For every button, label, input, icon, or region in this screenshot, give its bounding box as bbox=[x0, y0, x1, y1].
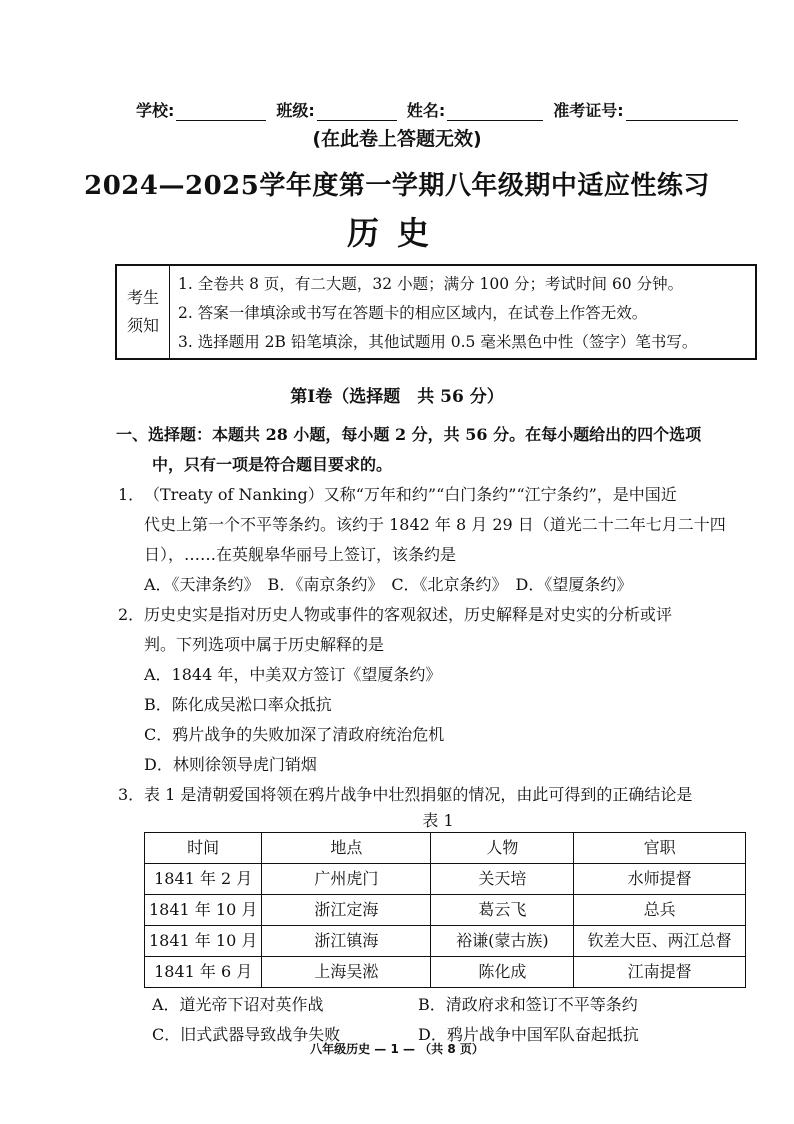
option-d: D．鸦片战争中国军队奋起抵抗 bbox=[418, 1025, 639, 1044]
notes-label bbox=[117, 266, 170, 358]
table-cell: 1841 年 10 月 bbox=[145, 895, 262, 926]
table-header: 时间 bbox=[145, 833, 262, 864]
question-text: 历史史实是指对历史人物或事件的客观叙述，历史解释是对史实的分析或评 bbox=[144, 605, 673, 624]
table-header-row bbox=[145, 833, 746, 864]
table-cell: 江南提督 bbox=[574, 957, 746, 988]
table-cell: 裕谦(蒙古族) bbox=[431, 926, 574, 957]
section-instruction: 一、选择题：本题共 28 小题，每小题 2 分，共 56 分。在每小题给出的四个选项 中，只有一项是符合题目要求的。 bbox=[116, 425, 702, 474]
table-row bbox=[145, 957, 746, 988]
class-label: 班级: bbox=[276, 101, 315, 120]
table-caption: 表 1 bbox=[422, 811, 454, 830]
table-cell: 总兵 bbox=[574, 895, 746, 926]
question-area bbox=[118, 420, 758, 1050]
question-text: （Treaty of Nanking）又称“万年和约”“白门条约”“江宁条约”，是中国近 bbox=[144, 485, 677, 504]
notes-items bbox=[170, 266, 755, 358]
question-text: 表 1 是清朝爱国将领在鸦片战争中壮烈捐躯的情况，由此可得到的正确结论是 bbox=[144, 785, 693, 804]
note-item: 1. 全卷共 8 页，有二大题，32 小题；满分 100 分；考试时间 60 分钟。 bbox=[178, 275, 684, 293]
table-cell: 浙江镇海 bbox=[262, 926, 431, 957]
option-c: C．旧式武器导致战争失败 bbox=[152, 1025, 341, 1044]
table-row bbox=[145, 895, 746, 926]
notes-label-line2: 须知 bbox=[126, 316, 159, 335]
table-cell: 陈化成 bbox=[431, 957, 574, 988]
student-info-fields bbox=[136, 98, 776, 121]
invalid-answer-notice: (在此卷上答题无效) bbox=[312, 128, 482, 150]
table-cell: 1841 年 2 月 bbox=[145, 864, 262, 895]
table-cell: 水师提督 bbox=[574, 864, 746, 895]
table-cell: 葛云飞 bbox=[431, 895, 574, 926]
table-header: 地点 bbox=[262, 833, 431, 864]
section-title: 第Ⅰ卷（选择题 共 56 分） bbox=[290, 387, 504, 407]
table-row bbox=[145, 864, 746, 895]
option-d: D．林则徐领导虎门销烟 bbox=[144, 755, 317, 774]
martyrs-table bbox=[144, 832, 746, 988]
question-number: 3． bbox=[118, 785, 145, 804]
option-b: B．清政府求和签订不平等条约 bbox=[418, 995, 638, 1014]
table-cell: 浙江定海 bbox=[262, 895, 431, 926]
table-header: 官职 bbox=[574, 833, 746, 864]
question-text: 日），……在英舰皋华丽号上签订，该条约是 bbox=[144, 545, 457, 564]
name-blank bbox=[447, 104, 543, 121]
question-text: 代史上第一个不平等条约。该约于 1842 年 8 月 29 日（道光二十二年七月二十四 bbox=[144, 515, 726, 534]
option-c: C．鸦片战争的失败加深了清政府统治危机 bbox=[144, 725, 445, 744]
name-label: 姓名: bbox=[406, 101, 446, 120]
table-cell: 上海吴淞 bbox=[262, 957, 431, 988]
name-field bbox=[407, 98, 543, 121]
question-options: A．《天津条约》 B．《南京条约》 C．《北京条约》 D．《望厦条约》 bbox=[144, 575, 633, 594]
table-cell: 钦差大臣、两江总督 bbox=[574, 926, 746, 957]
school-field bbox=[136, 98, 266, 121]
question-text: 判。下列选项中属于历史解释的是 bbox=[144, 635, 385, 654]
notes-label-line1: 考生 bbox=[126, 288, 159, 307]
class-blank bbox=[317, 104, 397, 121]
note-item: 2. 答案一律填涂或书写在答题卡的相应区域内，在试卷上作答无效。 bbox=[178, 304, 648, 322]
question-2 bbox=[118, 600, 758, 780]
table-cell: 广州虎门 bbox=[262, 864, 431, 895]
option-a: A．1844 年，中美双方签订《望厦条约》 bbox=[144, 665, 442, 684]
page-footer: 八年级历史 — 1 — （共 8 页） bbox=[310, 1042, 484, 1056]
question-3 bbox=[118, 780, 758, 1050]
table-cell: 关天培 bbox=[431, 864, 574, 895]
note-item: 3. 选择题用 2B 铅笔填涂，其他试题用 0.5 毫米黑色中性（签字）笔书写。 bbox=[178, 333, 698, 351]
exam-title: 2024—2025学年度第一学期八年级期中适应性练习 bbox=[84, 171, 710, 201]
exam-number-label: 准考证号: bbox=[553, 101, 624, 120]
table-cell: 1841 年 10 月 bbox=[145, 926, 262, 957]
question-number: 1． bbox=[118, 485, 145, 504]
table-row bbox=[145, 926, 746, 957]
school-label: 学校: bbox=[136, 101, 175, 120]
subject-title: 历史 bbox=[346, 214, 447, 252]
school-blank bbox=[176, 104, 266, 121]
table-cell: 1841 年 6 月 bbox=[145, 957, 262, 988]
exam-number-blank bbox=[626, 104, 738, 121]
exam-number-field bbox=[553, 98, 737, 121]
class-field bbox=[276, 98, 396, 121]
table-header: 人物 bbox=[431, 833, 574, 864]
candidate-notes-box bbox=[115, 264, 757, 360]
question-1 bbox=[118, 480, 758, 600]
question-number: 2． bbox=[118, 605, 145, 624]
option-a: A．道光帝下诏对英作战 bbox=[152, 995, 324, 1014]
option-b: B．陈化成吴淞口率众抵抗 bbox=[144, 695, 332, 714]
